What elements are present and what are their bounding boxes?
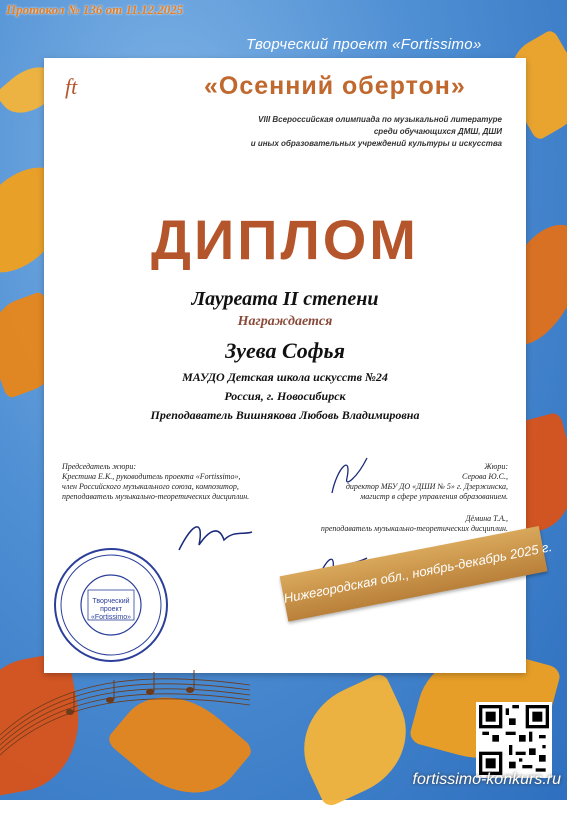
subtitle-line: VIII Всероссийская олимпиада по музыкальной литературе xyxy=(258,115,502,124)
svg-text:Творческий: Творческий xyxy=(92,598,130,605)
festival-title: «Осенний обертон» xyxy=(204,72,466,100)
recipient-name: Зуева Софья xyxy=(225,338,345,363)
signature-chair xyxy=(174,510,254,560)
svg-text:проект: проект xyxy=(100,606,122,613)
awarded-label: Награждается xyxy=(237,314,333,329)
jury-member2-line: Дёмина Т.А., xyxy=(465,514,508,523)
jury-chair-line: Крестина Е.К., руководитель проекта «Fortissimo», xyxy=(62,472,241,481)
jury-member-block xyxy=(258,462,508,502)
jury-chair-line: Председатель жюри: xyxy=(62,462,137,471)
project-title: Творческий проект «Fortissimo» xyxy=(246,36,482,53)
diploma-heading: ДИПЛОМ xyxy=(151,208,419,271)
subtitle-line: среди обучающихся ДМШ, ДШИ xyxy=(373,127,502,136)
logo-text: ft xyxy=(65,74,78,99)
jury-chair-line: член Российского музыкального союза, композитор, xyxy=(62,482,239,491)
signature-serova xyxy=(322,448,372,498)
ribbon-text: Нижегородская обл., ноябрь-декабрь 2025 г. xyxy=(282,539,554,606)
subtitle-line: и иных образовательных учреждений культуры и искусства xyxy=(250,139,502,148)
qr-code[interactable] xyxy=(476,702,552,778)
jury-chair-line: преподаватель музыкально-теоретических дисциплин. xyxy=(62,492,250,501)
jury-member-line: директор МБУ ДО «ДШИ № 5» г. Дзержинска, xyxy=(345,482,508,491)
fortissimo-logo xyxy=(62,72,92,102)
website-link[interactable]: fortissimo-konkurs.ru xyxy=(412,771,561,788)
laureate-degree: Лауреата II степени xyxy=(191,288,379,310)
jury-member-line: Серова Ю.С., xyxy=(462,472,508,481)
jury-member2-block xyxy=(258,514,508,534)
city: Россия, г. Новосибирск xyxy=(224,389,346,403)
protocol-number: Протокол № 136 от 11.12.2025 xyxy=(6,2,184,17)
teacher-name: Преподаватель Вишнякова Любовь Владимировна xyxy=(150,408,420,422)
jury-member2-line: преподаватель музыкально-теоретических дисциплин. xyxy=(320,524,508,533)
jury-member-line: магистр в сфере управления образованием. xyxy=(360,492,508,501)
music-notes-decoration xyxy=(0,640,260,760)
school-name: МАУДО Детская школа искусств №24 xyxy=(182,370,388,384)
jury-member-line: Жюри: xyxy=(484,462,508,471)
svg-text:«Fortissimo»: «Fortissimo» xyxy=(90,614,132,621)
olympiad-subtitle xyxy=(172,114,502,150)
